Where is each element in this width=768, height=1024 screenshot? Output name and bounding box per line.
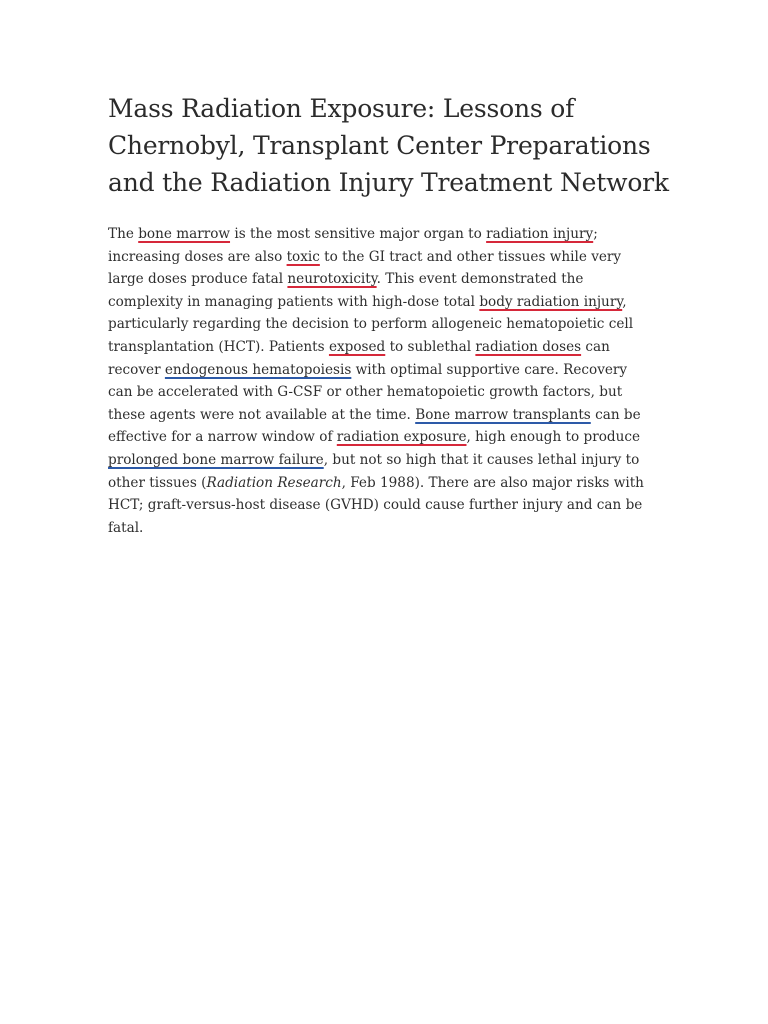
- text-run: , but not so high that it causes lethal injury to other tissues (: [108, 451, 640, 491]
- document-title: Mass Radiation Exposure: Lessons of Chernobyl, Transplant Center Preparations and the Radiation Injury Treatment Network: [108, 94, 669, 197]
- red-underlined-phrase: exposed: [328, 338, 386, 355]
- red-underlined-phrase: neurotoxicity: [287, 271, 377, 288]
- text-run: , Feb 1988). There are also major risks with HCT; graft-versus-host disease (GVHD) could cause further injury and can be fatal.: [108, 474, 644, 536]
- red-underlined-phrase: radiation injury: [486, 226, 594, 242]
- text-run: The: [108, 226, 139, 242]
- blue-underlined-phrase: Bone marrow transplants: [415, 406, 591, 423]
- text-run: , particularly regarding the decision to perform allogeneic hematopoietic cell transplantation (HCT). Patients: [108, 293, 634, 355]
- text-run: with optimal supportive care. Recovery can be accelerated with G-CSF or other hematopoietic growth factors, but these agents were not available at the time.: [108, 361, 628, 423]
- text-run: is the most sensitive major organ to: [230, 226, 487, 242]
- citation-title: Radiation Research: [206, 474, 342, 491]
- red-underlined-phrase: bone marrow: [138, 226, 231, 242]
- red-underlined-phrase: toxic: [286, 248, 320, 265]
- document-paragraph: [108, 223, 653, 539]
- text-run: ; increasing doses are also: [108, 226, 598, 265]
- red-underlined-phrase: radiation doses: [475, 338, 582, 355]
- blue-underlined-phrase: endogenous hematopoiesis: [164, 361, 352, 378]
- text-run: , high enough to produce: [466, 429, 641, 446]
- text-run: can recover: [108, 338, 610, 378]
- blue-underlined-phrase: prolonged bone marrow failure: [108, 451, 324, 468]
- red-underlined-phrase: radiation exposure: [336, 429, 467, 446]
- text-run: to sublethal: [385, 338, 476, 355]
- text-run: . This event demonstrated the complexity in managing patients with high-dose total: [108, 271, 584, 310]
- text-run: to the GI tract and other tissues while very large doses produce fatal: [108, 248, 622, 288]
- text-run: can be effective for a narrow window of: [108, 406, 641, 446]
- red-underlined-phrase: body radiation injury: [479, 293, 623, 310]
